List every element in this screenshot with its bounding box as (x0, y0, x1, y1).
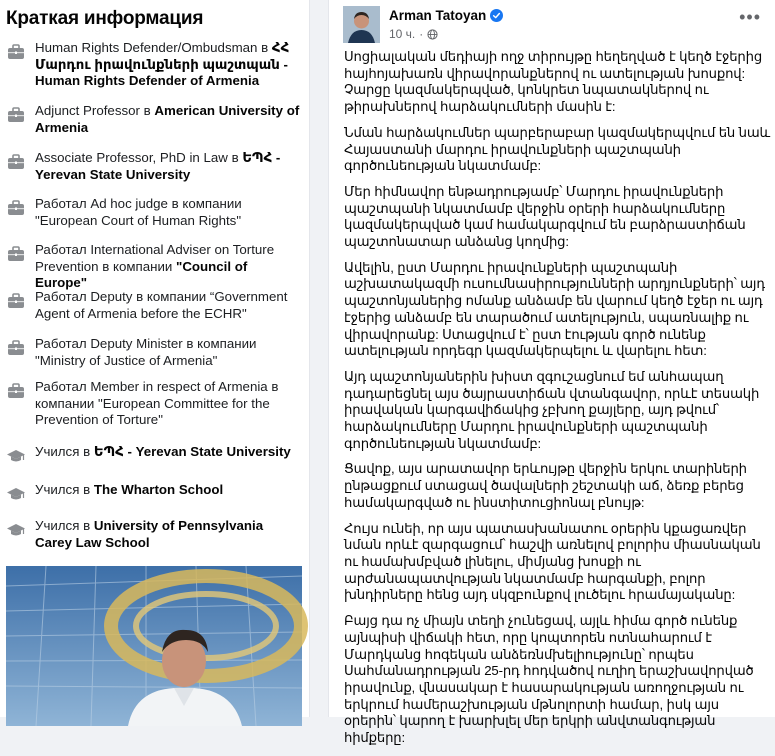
post-body (344, 49, 772, 756)
intro-item-label: Работал Deputy Minister в компании "Ministry of Justice of Armenia" (35, 336, 257, 368)
intro-item (0, 103, 310, 136)
intro-item-link[interactable]: University of Pennsylvania Carey Law School (35, 518, 264, 550)
post-paragraph: Սոցիալական մեդիայի ողջ տիրույթը հեղեղված է կեղծ էջերից հայհոյախառն վիրավորանքներով ու ատելության խոսքով: Չարցը կազմակերպված, կոնկրետ նպատակներով ու թիրախներով հարձակումների մասին է: (344, 49, 763, 115)
intro-item-label: Adjunct Professor в (35, 103, 155, 118)
intro-item-text (35, 379, 300, 429)
intro-item (0, 242, 310, 292)
post-meta (389, 27, 438, 41)
intro-item-text (35, 518, 300, 551)
intro-item-text (35, 289, 300, 322)
post-card (328, 0, 775, 746)
intro-item-text (35, 336, 300, 369)
intro-item-link[interactable]: ԵՊՀ - Yerevan State University (35, 150, 281, 182)
author-avatar[interactable] (343, 6, 380, 43)
intro-card (0, 0, 310, 717)
post-paragraph: Այդ պաշտոնյաներին խիստ զգուշացնում եմ անհապաղ դադարեցնել այս ծայրաստիճան վտանգավոր, որևէ տեսակի իրավական կարգավիճակից չբխող քայլերը, այդ թվում՝ հարձակումները Մարդու իրավունքների պաշտպանի գործունեության նկատմամբ: (344, 368, 760, 451)
briefcase-icon (6, 244, 26, 264)
graduation-cap-icon (6, 520, 26, 540)
post-paragraph: Հույս ունեի, որ այս պատասխանատու օրերին կքացառվեր նման որևէ զարգացում՝ հաշվի առնելով բոլորիս միասնական ու համախմբված լինելու, միմյանց խոսքի ու արժանապատվության նկատմամբ հարգանքի, բոլոր խնդիրները հենց այդ սկզբունքով լուծելու հրամայականը: (344, 520, 761, 603)
author-name[interactable] (389, 8, 503, 23)
intro-item-label: Associate Professor, PhD in Law в (35, 150, 243, 165)
intro-item-label: Работал Deputy в компании “Government Agent of Armenia before the ECHR" (35, 289, 288, 321)
intro-item-text (35, 103, 300, 136)
intro-item-link[interactable]: American University of Armenia (35, 103, 300, 135)
intro-item (0, 379, 310, 429)
intro-item-link[interactable]: ՀՀ Մարդու իրավունքների պաշտպան - Human Rights Defender of Armenia (35, 40, 290, 88)
intro-item-link[interactable]: ԵՊՀ - Yerevan State University (93, 444, 291, 459)
intro-item-text (35, 444, 291, 461)
briefcase-icon (6, 105, 26, 125)
meta-separator: · (419, 27, 424, 41)
briefcase-icon (6, 42, 26, 62)
author-name-text[interactable]: Arman Tatoyan (389, 8, 487, 23)
intro-item-text (35, 482, 223, 499)
intro-item-text (35, 40, 300, 90)
intro-item (0, 40, 310, 90)
post-paragraph: Ավելին, ըստ Մարդու իրավունքների պաշտպանի աշխատակազմի ուսումնասիրությունների արդյունքների՝ այդ պաշտոնյաներից ոմանք անձամբ են վարում կեղծ էջեր ու այդ էջերից անձամբ են տարածում ատելություն, սպառնալիք ու վիրավորանք: Ստացվում է՝ ըստ էության գործ ունենք ատելության որդեգր կազմակերպելու և վարելու հետ: (344, 259, 765, 359)
graduation-cap-icon (6, 446, 26, 466)
briefcase-icon (6, 291, 26, 311)
intro-item (0, 150, 310, 183)
verified-badge-icon (490, 9, 503, 22)
intro-item-text (35, 150, 300, 183)
intro-item-label: Human Rights Defender/Ombudsman в (35, 40, 272, 55)
intro-item (0, 482, 310, 504)
briefcase-icon (6, 381, 26, 401)
intro-item (0, 336, 310, 369)
briefcase-icon (6, 338, 26, 358)
intro-item-text (35, 196, 300, 229)
post-paragraph: Ցավոք, այս արատավոր երևույթը վերջին երկու տարիների ընթացքում ստացավ ծավալների շեշտակի աճ, ձեռք բերեց համակարգված ու ինստիտուցիոնալ բնույթ: (344, 461, 747, 510)
post-timestamp[interactable]: 10 ч. (389, 27, 416, 41)
intro-item-link[interactable]: "Council of Europe" (35, 258, 248, 290)
briefcase-icon (6, 198, 26, 218)
post-paragraph: Բայց դա ոչ միայն տեղի չունեցավ, այլև հիմա գործ ունենք այնպիսի վիճակի հետ, որը կոպտորեն ոտնահարում է Մարդկանց հոգեկան անձեռնմխելիությունը՝ որպես Սահմանադրության 25-րդ հոդվածով ուղիղ երաշխավորված իրավունք, վնասակար է հասարակության առողջության ու երկրում համերաշխության մթնոլորտի համար, իսկ այս օրերին՝ կարող է խարխլել մեր երկրի անվտանգության հիմքերը: (344, 613, 754, 746)
intro-item-label: Учился в (35, 444, 94, 459)
profile-photo-image (6, 566, 302, 726)
intro-item-label: Учился в (35, 482, 94, 497)
more-options-button[interactable]: ••• (739, 7, 761, 27)
intro-item-label: Учился в (35, 518, 94, 533)
post-paragraph: Մեր հիմնավոր ենթադրությամբ՝ Մարդու իրավունքների պաշտպանի նկատմամբ վերջին օրերի հարձակումները կազմակերպված կամ համակարգվում են բարձրաստիճան պաշտոնատար անձանց կողմից: (344, 183, 746, 250)
intro-item (0, 196, 310, 229)
post-paragraph: Նման հարձակումներ պարբերաբար կազմակերպվում են նաև Հայաստանի մարդու իրավունքների պաշտպանի գործունեության նկատմամբ: (344, 124, 771, 174)
globe-icon[interactable] (427, 29, 438, 40)
graduation-cap-icon (6, 484, 26, 504)
intro-item (0, 518, 310, 551)
intro-item-label: Работал International Adviser on Torture Prevention в компании (35, 242, 275, 274)
intro-item-label: Работал Ad hoc judge в компании "European Court of Human Rights" (35, 196, 242, 228)
intro-item (0, 289, 310, 322)
briefcase-icon (6, 152, 26, 172)
intro-item-label: Работал Member in respect of Armenia в компании "European Committee for the Prevention of Torture" (35, 379, 279, 427)
intro-item-text (35, 242, 300, 292)
intro-item-link[interactable]: The Wharton School (93, 482, 224, 497)
profile-photo-highlight[interactable] (6, 566, 302, 726)
intro-title: Краткая информация (6, 8, 204, 29)
intro-item (0, 444, 310, 466)
